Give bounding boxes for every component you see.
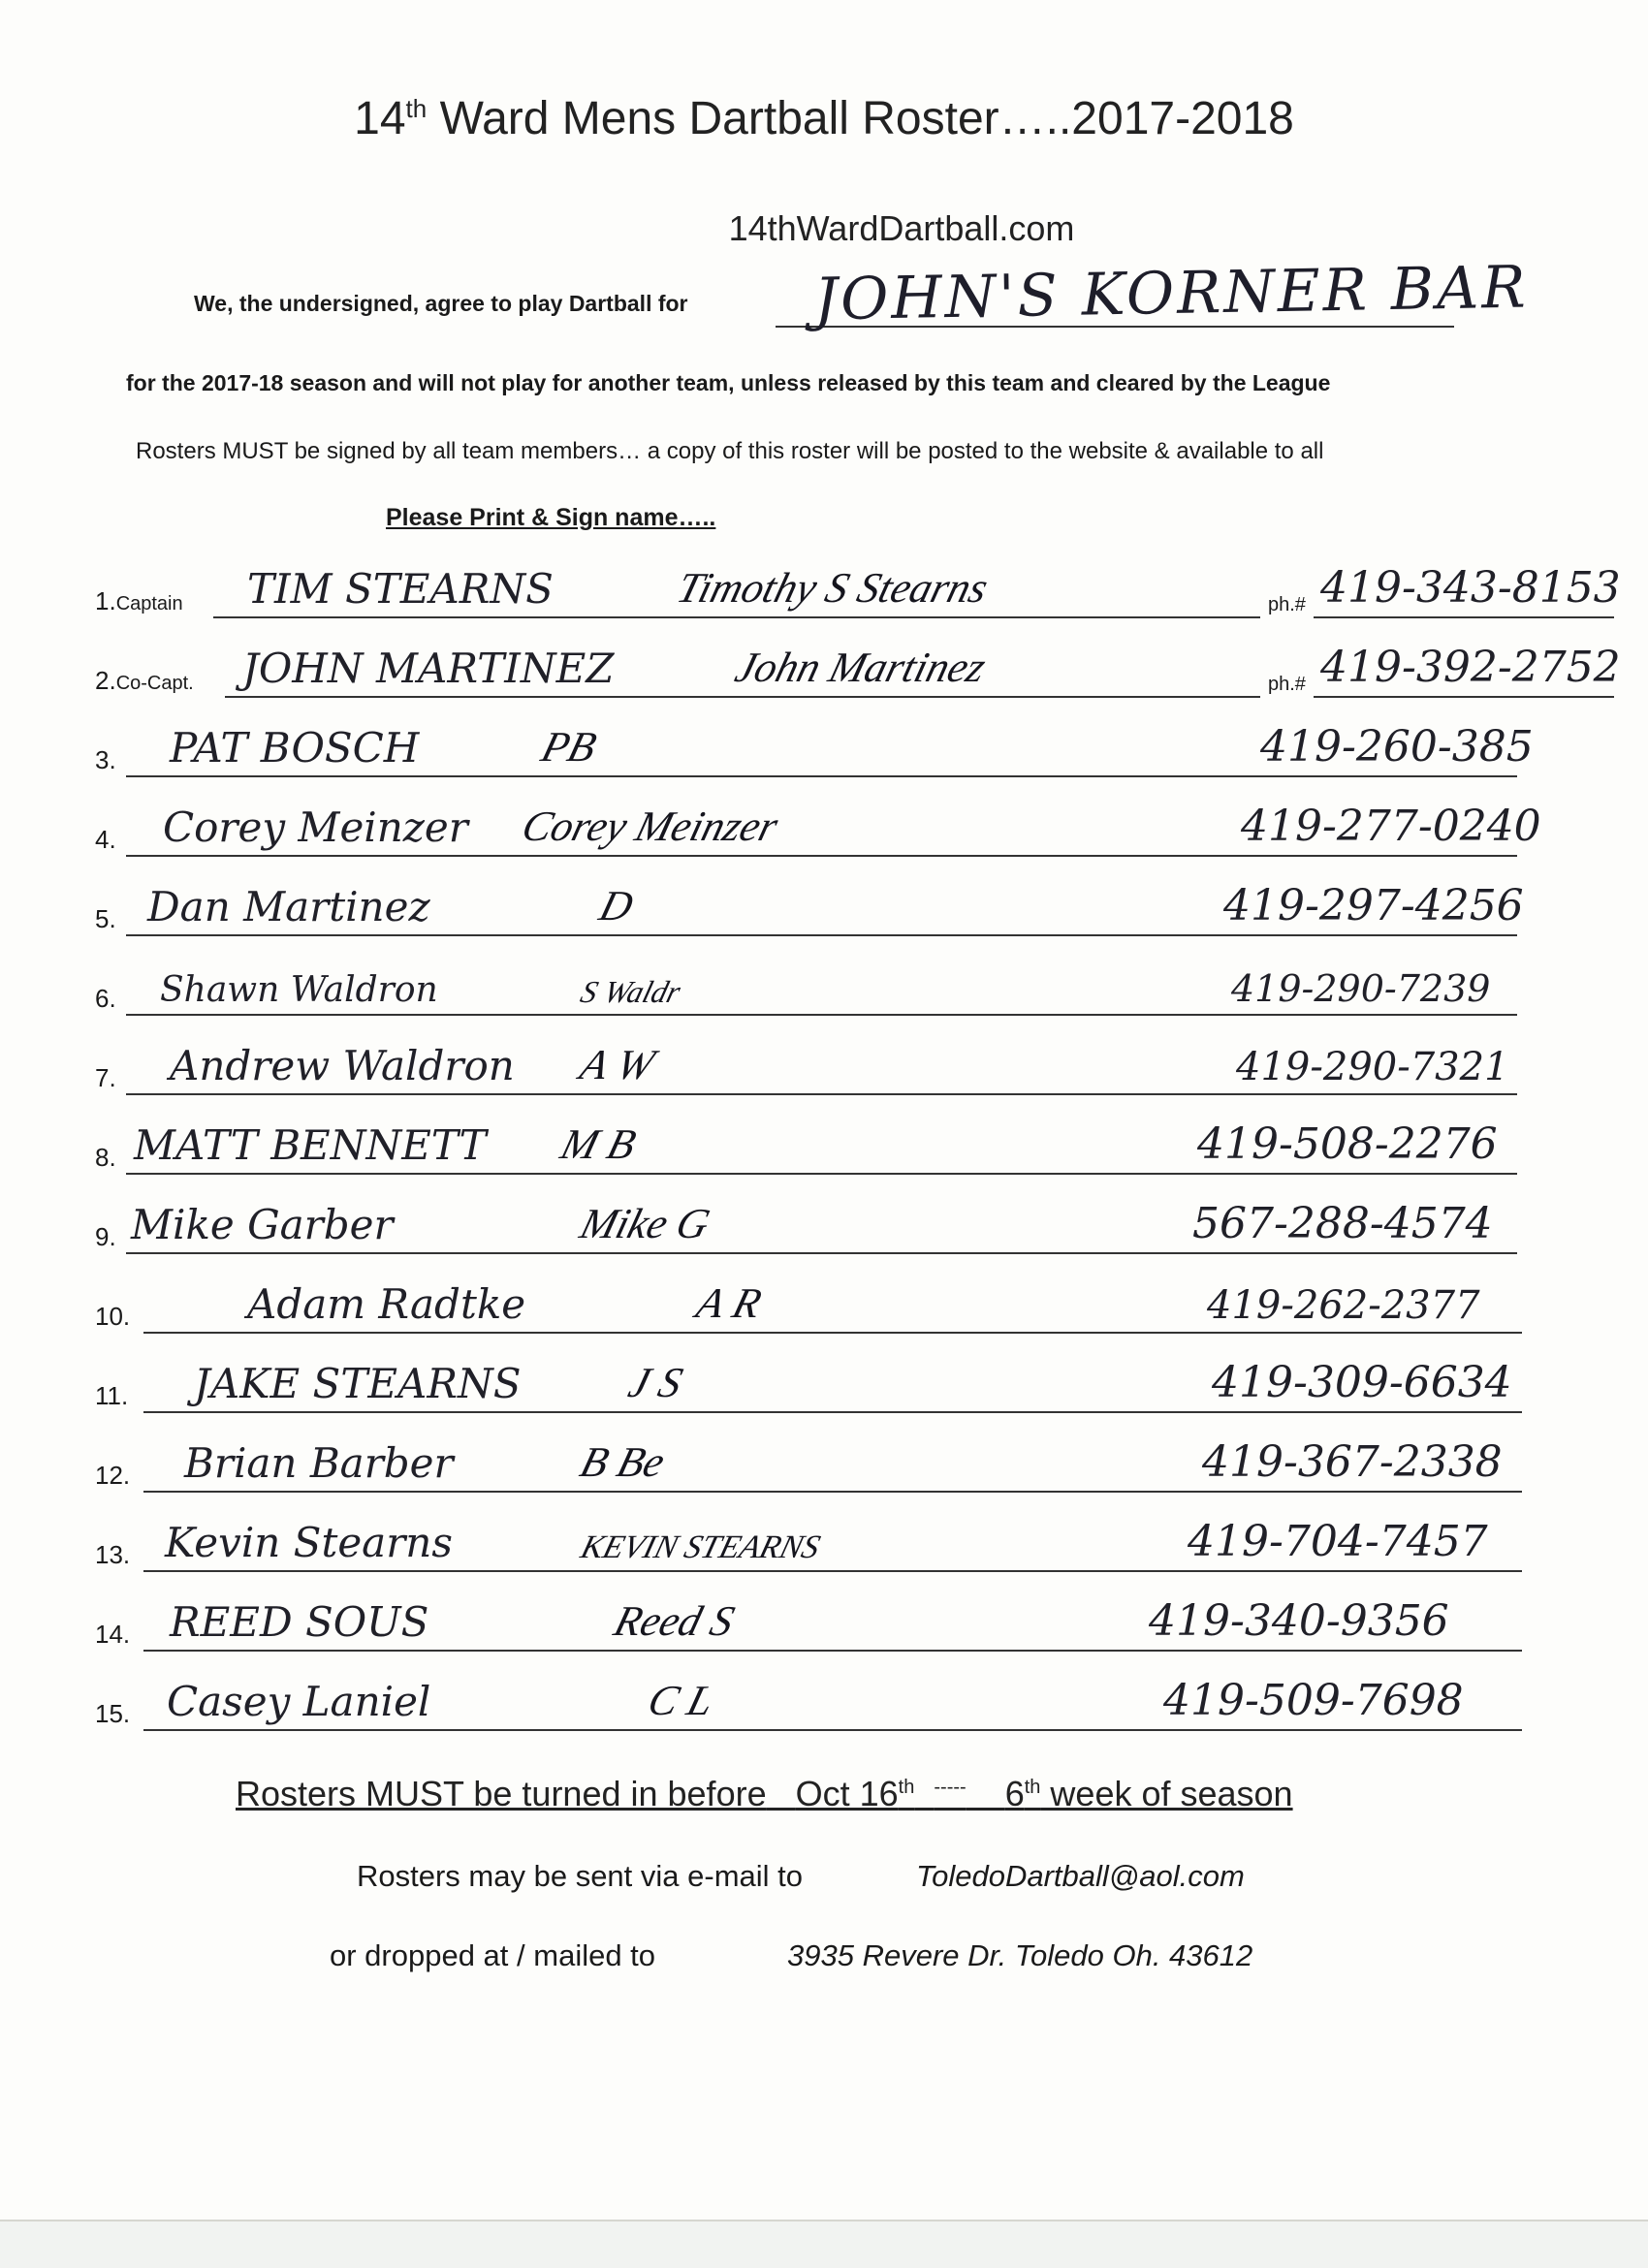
roster-row <box>0 781 1648 859</box>
phone-number: 419-509-7698 <box>1163 1676 1464 1725</box>
roster-row <box>0 1258 1648 1336</box>
signature: A R <box>691 1279 767 1327</box>
row-number: 6. <box>95 984 116 1013</box>
signature: John Martinez <box>730 644 991 691</box>
name-line <box>143 1729 1522 1731</box>
roster-row <box>0 1179 1648 1256</box>
signature: Corey Meinzer <box>517 803 783 850</box>
phone-number: 419-277-0240 <box>1241 802 1541 851</box>
website-url: 14thWardDartball.com <box>728 208 1075 248</box>
team-name-handwritten: JOHN'S KORNER BAR <box>813 253 1530 334</box>
print-sign-instruction: Please Print & Sign name….. <box>386 504 716 531</box>
signature: A W <box>575 1041 660 1088</box>
signature: Mike G <box>575 1200 715 1247</box>
signature: D <box>594 882 639 929</box>
signature: Timothy S Stearns <box>672 564 994 612</box>
roster-row <box>0 1020 1648 1097</box>
signature: C L <box>643 1677 719 1724</box>
phone-number: 419-367-2338 <box>1202 1437 1503 1487</box>
printed-name: Andrew Waldron <box>170 1042 515 1089</box>
deadline-notice: Rosters MUST be turned in before Oct 16th ----- 6th week of season <box>236 1774 1293 1813</box>
phone-number: 419-340-9356 <box>1149 1596 1449 1646</box>
roster-row <box>0 1496 1648 1574</box>
mailing-address: 3935 Revere Dr. Toledo Oh. 43612 <box>787 1938 1253 1972</box>
name-line <box>225 696 1260 698</box>
printed-name: JOHN MARTINEZ <box>242 645 615 692</box>
signature: Reed S <box>609 1597 740 1645</box>
roster-row <box>0 1576 1648 1654</box>
name-line <box>126 1093 1517 1095</box>
name-line <box>126 1014 1517 1016</box>
phone-number: 419-262-2377 <box>1207 1283 1480 1328</box>
row-number: 2.Co-Capt. <box>95 666 194 695</box>
name-line <box>126 934 1517 936</box>
printed-name: Kevin Stearns <box>165 1519 453 1566</box>
row-number: 5. <box>95 904 116 933</box>
signature: J S <box>623 1359 688 1406</box>
signature: S Waldr <box>577 974 685 1009</box>
email-address: ToledoDartball@aol.com <box>916 1859 1245 1893</box>
name-line <box>143 1650 1522 1652</box>
name-line <box>143 1570 1522 1572</box>
roster-row <box>0 543 1648 620</box>
printed-name: MATT BENNETT <box>134 1121 487 1169</box>
printed-name: Mike Garber <box>131 1201 394 1248</box>
printed-name: REED SOUS <box>170 1598 429 1646</box>
row-number: 7. <box>95 1063 116 1092</box>
rosters-notice: Rosters MUST be signed by all team members… a copy of this roster will be posted to the website & available to all <box>136 438 1324 464</box>
row-number: 14. <box>95 1620 131 1649</box>
name-line <box>143 1411 1522 1413</box>
roster-row <box>0 861 1648 938</box>
name-line <box>126 855 1517 857</box>
printed-name: Corey Meinzer <box>163 803 468 851</box>
printed-name: TIM STEARNS <box>247 565 554 613</box>
row-number: 11. <box>95 1381 129 1410</box>
printed-name: Brian Barber <box>184 1439 454 1487</box>
page-title: 14th Ward Mens Dartball Roster…..2017-2018 <box>354 93 1294 144</box>
scan-bottom-margin <box>0 2220 1648 2268</box>
phone-label: ph.# <box>1268 674 1306 695</box>
phone-line <box>1314 696 1614 698</box>
printed-name: Dan Martinez <box>147 883 430 930</box>
phone-number: 419-260-385 <box>1260 722 1534 772</box>
row-number: 10. <box>95 1302 131 1331</box>
signature: KEVIN STEARNS <box>577 1529 824 1565</box>
row-number: 13. <box>95 1540 131 1569</box>
agree-statement: We, the undersigned, agree to play Dartball for <box>194 291 688 316</box>
roster-row <box>0 1099 1648 1177</box>
phone-number: 419-508-2276 <box>1197 1119 1498 1169</box>
phone-number: 419-297-4256 <box>1223 881 1524 930</box>
signature: B Be <box>575 1438 670 1486</box>
mail-instruction: or dropped at / mailed to <box>330 1938 656 1972</box>
row-number: 3. <box>95 745 116 774</box>
phone-line <box>1314 616 1614 618</box>
name-line <box>143 1332 1522 1334</box>
season-statement: for the 2017-18 season and will not play for another team, unless released by this team and cleared by the League <box>126 370 1331 395</box>
phone-label: ph.# <box>1268 594 1306 615</box>
name-line <box>126 1173 1517 1175</box>
printed-name: Adam Radtke <box>247 1280 526 1328</box>
roster-row <box>0 940 1648 1018</box>
row-number: 15. <box>95 1699 131 1728</box>
phone-number: 419-343-8153 <box>1320 563 1621 613</box>
row-number: 4. <box>95 825 116 854</box>
roster-row <box>0 1338 1648 1415</box>
roster-row <box>0 702 1648 779</box>
roster-row <box>0 1655 1648 1733</box>
phone-number: 419-290-7321 <box>1236 1045 1509 1089</box>
signature: PB <box>536 723 602 771</box>
printed-name: JAKE STEARNS <box>194 1360 522 1407</box>
row-number: 8. <box>95 1143 116 1172</box>
email-instruction: Rosters may be sent via e-mail to <box>357 1859 804 1893</box>
phone-number: 419-704-7457 <box>1188 1517 1488 1566</box>
roster-row <box>0 622 1648 700</box>
name-line <box>126 1252 1517 1254</box>
phone-number: 419-290-7239 <box>1231 967 1491 1010</box>
row-number: 1.Captain <box>95 586 183 615</box>
name-line <box>126 775 1517 777</box>
printed-name: PAT BOSCH <box>170 724 420 772</box>
phone-number: 567-288-4574 <box>1192 1199 1493 1248</box>
phone-number: 419-392-2752 <box>1320 643 1621 692</box>
name-line <box>143 1491 1522 1493</box>
name-line <box>213 616 1260 618</box>
phone-number: 419-309-6634 <box>1212 1358 1512 1407</box>
printed-name: Casey Laniel <box>167 1678 431 1725</box>
row-number: 12. <box>95 1461 131 1490</box>
signature: M B <box>555 1120 642 1168</box>
roster-row <box>0 1417 1648 1495</box>
row-number: 9. <box>95 1222 116 1251</box>
printed-name: Shawn Waldron <box>160 970 438 1010</box>
